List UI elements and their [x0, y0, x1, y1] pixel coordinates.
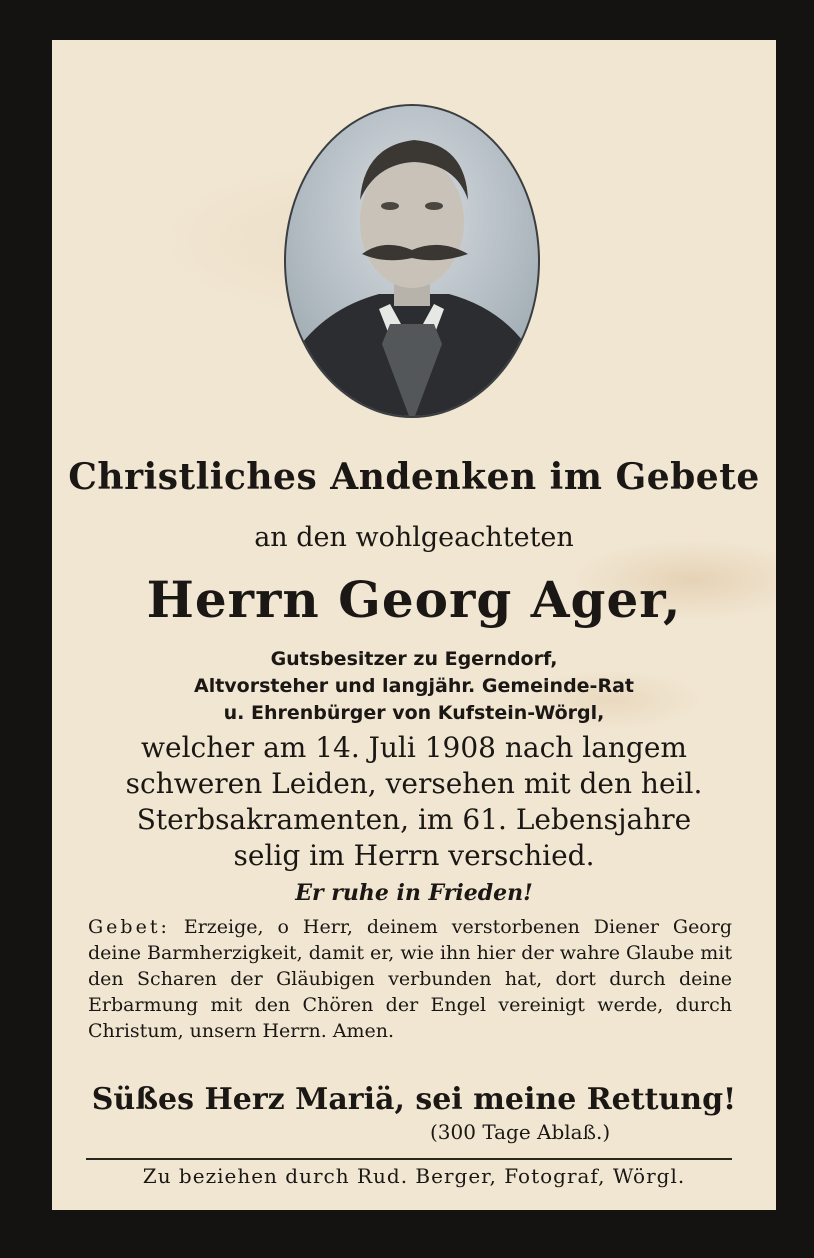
occupation-line: Gutsbesitzer zu Egerndorf,: [270, 648, 558, 670]
occupation-block: [52, 646, 776, 727]
deceased-name: Herrn Georg Ager,: [146, 570, 682, 629]
heart-invocation: Süßes Herz Mariä, sei meine Rettung!: [91, 1082, 737, 1117]
notice-line: schweren Leiden, versehen mit den heil.: [125, 767, 703, 800]
notice-line: Sterbsakramenten, im 61. Lebensjahre: [136, 803, 692, 836]
prayer-lead: Gebet:: [88, 916, 170, 938]
death-notice: [52, 730, 776, 874]
occupation-line: Altvorsteher und langjähr. Gemeinde-Rat: [194, 675, 634, 697]
notice-line: selig im Herrn verschied.: [233, 839, 595, 872]
footer-divider: [86, 1158, 732, 1160]
prayer-paragraph: [88, 914, 732, 1044]
prayer-text: Erzeige, o Herr, deinem verstorbenen Diener Georg deine Barmherzigkeit, damit er, wie ihn hier der wahre Glaube mit den Scharen der Gläubigen verbunden hat, dort durch deine Erbarmung mit den Chören der Engel vereinigt werde, durch Christum, unsern Herrn. Amen.: [88, 916, 732, 1042]
card-title: Christliches Andenken im Gebete: [68, 456, 760, 498]
portrait-photo: [284, 104, 540, 418]
indulgence-note: (300 Tage Ablaß.): [430, 1120, 611, 1144]
occupation-line: u. Ehrenbürger von Kufstein-Wörgl,: [223, 702, 605, 724]
dedication-line: an den wohlgeachteten: [254, 522, 574, 553]
notice-line: welcher am 14. Juli 1908 nach langem: [141, 731, 687, 764]
rest-in-peace: Er ruhe in Frieden!: [295, 880, 533, 906]
publisher-footer: Zu beziehen durch Rud. Berger, Fotograf, Wörgl.: [142, 1164, 686, 1188]
